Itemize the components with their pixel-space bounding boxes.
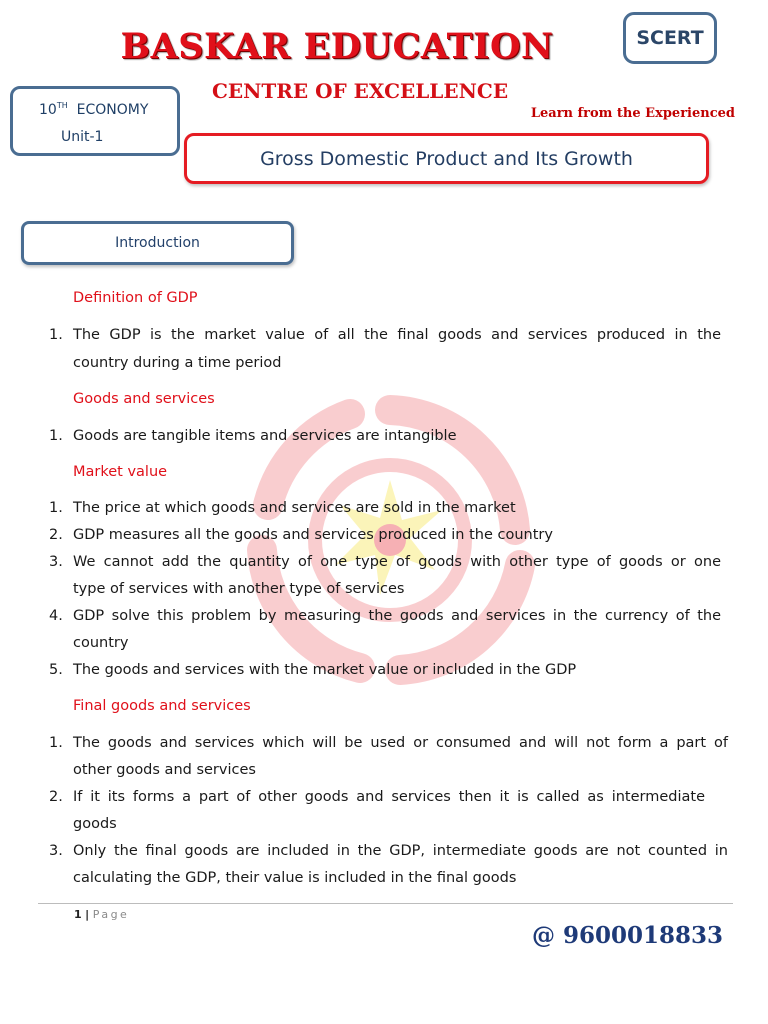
list-item-line: The goods and services which will be used or consumed and will not form a part of (73, 735, 728, 751)
list-item-line: goods (73, 816, 117, 832)
footer-divider (38, 903, 733, 904)
section-heading: Definition of GDP (73, 290, 198, 306)
list-number: 4. (49, 608, 63, 624)
class-subject-label (39, 101, 148, 118)
list-number: 1. (49, 327, 63, 343)
section-label: Introduction (115, 235, 200, 251)
section-label-box (21, 221, 294, 265)
list-item-line: country (73, 635, 129, 651)
section-heading: Final goods and services (73, 698, 251, 714)
tagline: Learn from the Experienced (530, 106, 735, 121)
section-heading: Goods and services (73, 391, 215, 407)
class-number: 10 (39, 102, 57, 118)
page-separator: | (85, 908, 90, 921)
list-item-line: Goods are tangible items and services are intangible (73, 428, 457, 444)
list-item-line: We cannot add the quantity of one type of goods with other type of goods or one (73, 554, 721, 570)
class-unit-box (10, 86, 180, 156)
section-heading: Market value (73, 464, 168, 480)
subject-name: ECONOMY (76, 102, 149, 118)
list-item-line: calculating the GDP, their value is included in the final goods (73, 870, 517, 886)
list-item-line: The goods and services with the market value or included in the GDP (73, 662, 577, 678)
list-item-line: GDP solve this problem by measuring the goods and services in the currency of the (73, 608, 721, 624)
page-number-value: 1 (74, 908, 82, 921)
list-item-line: type of services with another type of services (73, 581, 405, 597)
list-item-line: The GDP is the market value of all the final goods and services produced in the (73, 327, 721, 343)
list-item-line: country during a time period (73, 355, 282, 371)
page-word: Page (92, 908, 130, 921)
class-suffix: TH (56, 101, 68, 110)
brand-subtitle: CENTRE OF EXCELLENCE (211, 79, 509, 103)
list-number: 1. (49, 735, 63, 751)
list-item-line: GDP measures all the goods and services produced in the country (73, 527, 553, 543)
list-number: 3. (49, 843, 63, 859)
scert-badge: SCERT (623, 12, 717, 64)
list-item-line: The price at which goods and services are sold in the market (73, 500, 516, 516)
list-number: 2. (49, 527, 63, 543)
list-number: 1. (49, 500, 63, 516)
list-item-line: Only the final goods are included in the GDP, intermediate goods are not counted in (73, 843, 728, 859)
page-number (74, 908, 129, 921)
brand-title: BASKAR EDUCATION (120, 26, 554, 67)
topic-title: Gross Domestic Product and Its Growth (260, 147, 633, 170)
list-item-line: other goods and services (73, 762, 256, 778)
list-number: 5. (49, 662, 63, 678)
topic-title-box (184, 133, 709, 184)
contact-phone: @ 9600018833 (532, 922, 724, 949)
list-number: 3. (49, 554, 63, 570)
list-number: 2. (49, 789, 63, 805)
list-number: 1. (49, 428, 63, 444)
list-item-line: If it its forms a part of other goods and services then it is called as intermediate (73, 789, 705, 805)
unit-label: Unit-1 (61, 129, 104, 145)
